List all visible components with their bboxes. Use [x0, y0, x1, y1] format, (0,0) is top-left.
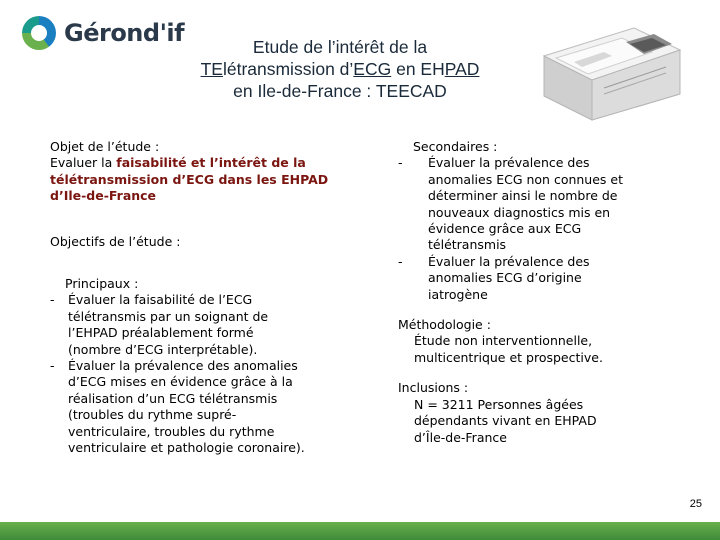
title-line-2: [150, 58, 530, 80]
principal-item-2: [50, 358, 350, 456]
objectifs-heading: Objectifs de l’étude :: [50, 233, 181, 249]
slide-title: [150, 36, 530, 102]
p2-line-2: d’ECG mises en évidence grâce à la: [68, 374, 293, 390]
secondaire-item-2: [398, 254, 648, 303]
p2-line-1: Évaluer la prévalence des anomalies: [68, 358, 298, 374]
objet-bold-1: faisabilité et l’intérêt de la: [116, 155, 306, 171]
inclusions-heading: Inclusions :: [398, 380, 469, 396]
objet-text-pre: Evaluer la: [50, 155, 117, 171]
p2-line-5: ventriculaire, troubles du rythme: [68, 423, 275, 439]
s1-line-6: télétransmis: [428, 237, 507, 253]
secondaires-heading: Secondaires :: [413, 139, 498, 154]
inclusions-text: [398, 397, 648, 446]
s1-line-4: nouveaux diagnostics mis en: [428, 204, 611, 220]
gerondif-logo-mark-icon: [22, 16, 56, 50]
s2-line-2: anomalies ECG d’origine: [428, 270, 582, 286]
methodologie-text: [398, 333, 648, 366]
inclusions-line-3: d’Île-de-France: [414, 429, 507, 445]
page-number: 25: [689, 498, 702, 510]
title-te: TE: [200, 59, 223, 79]
s1-line-5: évidence grâce aux ECG: [428, 221, 582, 237]
objet-bold-3: d’Ile-de-France: [50, 188, 157, 204]
logo-text: Gérond'if: [64, 19, 185, 47]
p2-line-6: ventriculaire et pathologie coronaire).: [68, 440, 305, 456]
title-le: lé: [222, 59, 237, 79]
title-en-eh: en EH: [391, 59, 445, 79]
s2-line-1: Évaluer la prévalence des: [428, 253, 590, 269]
s1-line-3: déterminer ainsi le nombre de: [428, 188, 618, 204]
list-dash: -: [50, 358, 55, 374]
methodologie-line-2: multicentrique et prospective.: [414, 349, 603, 365]
ecg-device-image: [534, 14, 684, 124]
title-line-1: Etude de l’intérêt de la: [252, 37, 428, 57]
bottom-bar: [0, 522, 720, 540]
p2-line-4: (troubles du rythme supré-: [68, 407, 237, 423]
objet-heading: Objet de l’étude :: [50, 139, 160, 154]
secondaire-item-1: [398, 155, 648, 253]
right-column: [398, 139, 648, 446]
p1-line-3: l’EHPAD préalablement formé: [68, 325, 254, 341]
methodologie-heading: Méthodologie :: [398, 317, 491, 333]
title-ecg: ECG: [353, 59, 392, 79]
p1-line-1: Évaluer la faisabilité de l’ECG: [68, 292, 253, 308]
inclusions-line-1: N = 3211 Personnes âgées: [414, 396, 584, 412]
left-column: [50, 139, 350, 457]
title-pad: PAD: [444, 59, 480, 79]
list-dash: -: [398, 253, 403, 269]
list-dash: -: [50, 292, 55, 308]
objet-text: [50, 155, 350, 171]
objet-bold-2: télétransmission d’ECG dans les EHPAD: [50, 171, 329, 187]
principaux-heading: Principaux :: [65, 276, 139, 292]
methodologie-line-1: Étude non interventionnelle,: [414, 333, 593, 349]
p1-line-4: (nombre d’ECG interprétable).: [68, 341, 258, 357]
s1-line-2: anomalies ECG non connues et: [428, 171, 623, 187]
title-transmission: transmission d’: [236, 59, 354, 79]
title-line-3: en Ile-de-France : TEECAD: [233, 81, 447, 101]
s1-line-1: Évaluer la prévalence des: [428, 155, 590, 171]
principal-item-1: [50, 292, 350, 358]
p2-line-3: réalisation d’un ECG télétransmis: [68, 390, 278, 406]
inclusions-line-2: dépendants vivant en EHPAD: [414, 413, 597, 429]
list-dash: -: [398, 155, 403, 171]
s2-line-3: iatrogène: [428, 286, 488, 302]
p1-line-2: télétransmis par un soignant de: [68, 308, 269, 324]
